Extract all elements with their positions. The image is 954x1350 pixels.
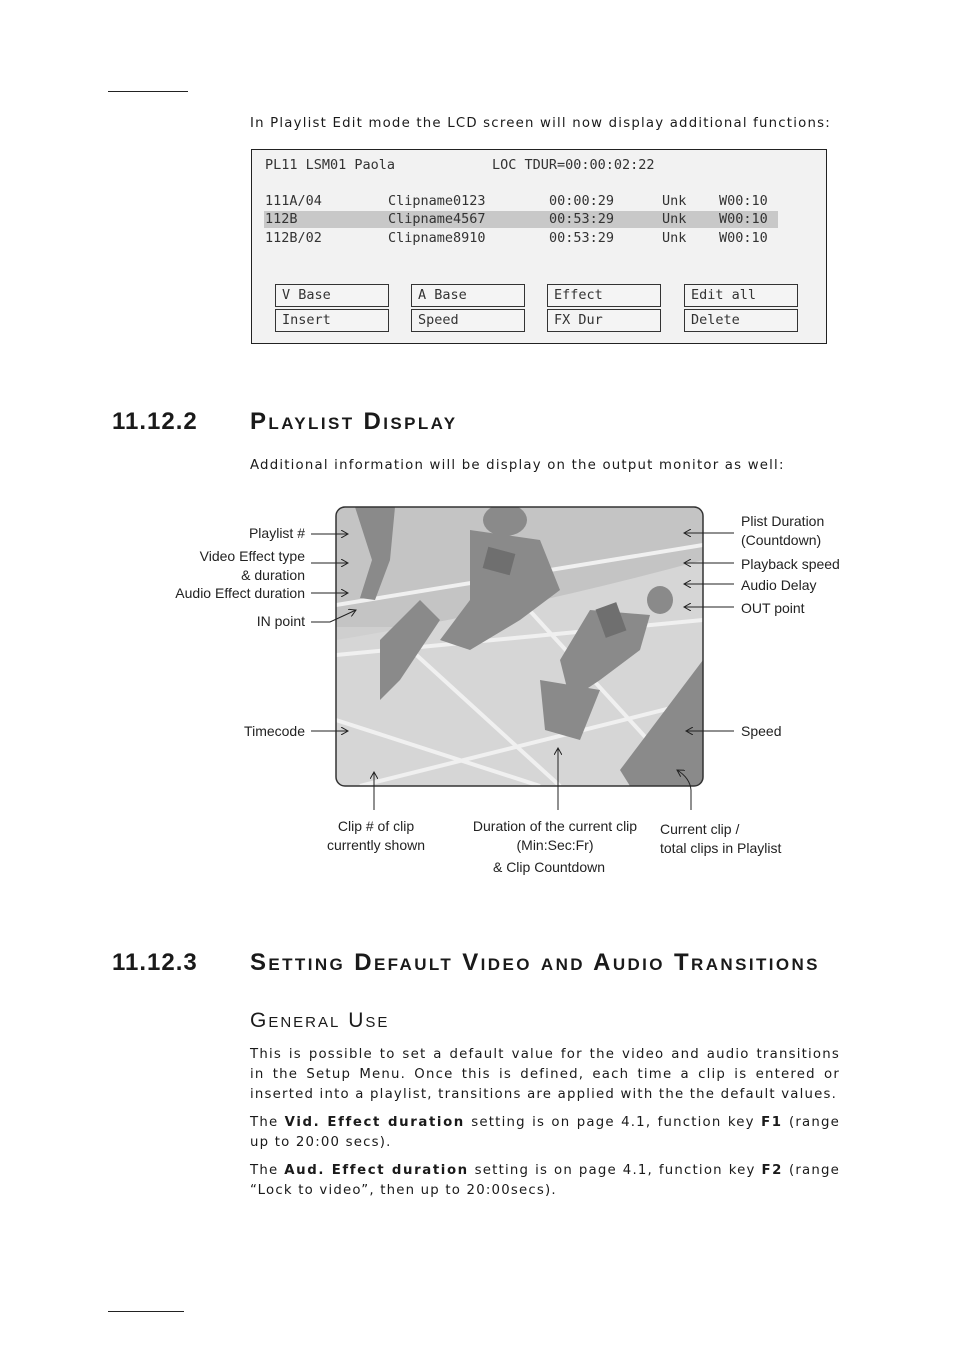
lcd-header-left: PL11 LSM01 Paola <box>265 157 396 173</box>
subsection-title: General Use <box>250 1009 390 1032</box>
lcd-key-speed[interactable]: Speed <box>411 309 525 332</box>
lcd-key-insert[interactable]: Insert <box>275 309 389 332</box>
label-clip-countdown: & Clip Countdown <box>492 859 606 875</box>
section-title: Playlist Display <box>250 408 458 435</box>
lcd-key-delete[interactable]: Delete <box>684 309 798 332</box>
label-audio-delay: Audio Delay <box>741 577 817 593</box>
lcd-key-edit-all[interactable]: Edit all <box>684 284 798 307</box>
monitor-image <box>336 504 703 786</box>
lcd-key-v-base[interactable]: V Base <box>275 284 389 307</box>
paragraph-default-transitions: This is possible to set a default value for the video and audio transitions in the Setup Menu. Once this is defined, each time a clip is entered or inserted into a playlist, transitions are applied with the the default values. <box>250 1047 840 1102</box>
label-playback-speed: Playback speed <box>741 556 840 572</box>
label-in-point: IN point <box>256 613 305 629</box>
label-speed: Speed <box>741 723 782 739</box>
lcd-header-right: LOC TDUR=00:00:02:22 <box>492 157 655 173</box>
section-number: 11.12.2 <box>112 408 198 435</box>
lcd-key-effect[interactable]: Effect <box>547 284 661 307</box>
lcd-key-fx-dur[interactable]: FX Dur <box>547 309 661 332</box>
section-number: 11.12.3 <box>112 949 198 976</box>
paragraph-vid-effect: The Vid. Effect duration setting is on page 4.1, function key F1 (range up to 20:00 secs). <box>250 1115 840 1150</box>
label-playlist-number: Playlist # <box>248 525 305 541</box>
label-out-point: OUT point <box>741 600 805 616</box>
footer-rule <box>108 1311 184 1312</box>
intro-text: In Playlist Edit mode the LCD screen will now display additional functions: <box>250 116 831 131</box>
lcd-key-a-base[interactable]: A Base <box>411 284 525 307</box>
lcd-screen: PL11 LSM01 Paola LOC TDUR=00:00:02:22 111A/04 Clipname0123 00:00:29 Unk W00:10 112B Clipname4567 00:53:29 Unk W00:10 112B/02 Clipname8910 00:53:29 Unk W00:10 V Base A Base Effect Edit all Insert Speed FX Dur Delete <box>251 149 827 344</box>
lcd-row-highlight <box>264 211 778 228</box>
monitor-frame <box>336 507 703 786</box>
label-plist-duration: Plist Duration (Countdown) <box>741 513 825 548</box>
label-clip-number: Clip # of clip currently shown <box>326 818 426 853</box>
section-text: Additional information will be display on the output monitor as well: <box>250 458 785 473</box>
label-clip-duration: Duration of the current clip (Min:Sec:Fr) <box>472 818 638 853</box>
label-timecode: Timecode <box>244 723 305 739</box>
label-video-effect: Video Effect type & duration <box>199 548 305 583</box>
paragraph-aud-effect: The Aud. Effect duration setting is on page 4.1, function key F2 (range “Lock to video”, then up to 20:00secs). <box>250 1163 841 1198</box>
section-title: Setting Default Video and Audio Transitions <box>250 949 820 976</box>
label-audio-effect-duration: Audio Effect duration <box>175 585 305 601</box>
header-rule <box>108 91 188 92</box>
label-current-clip: Current clip / total clips in Playlist <box>660 821 782 856</box>
